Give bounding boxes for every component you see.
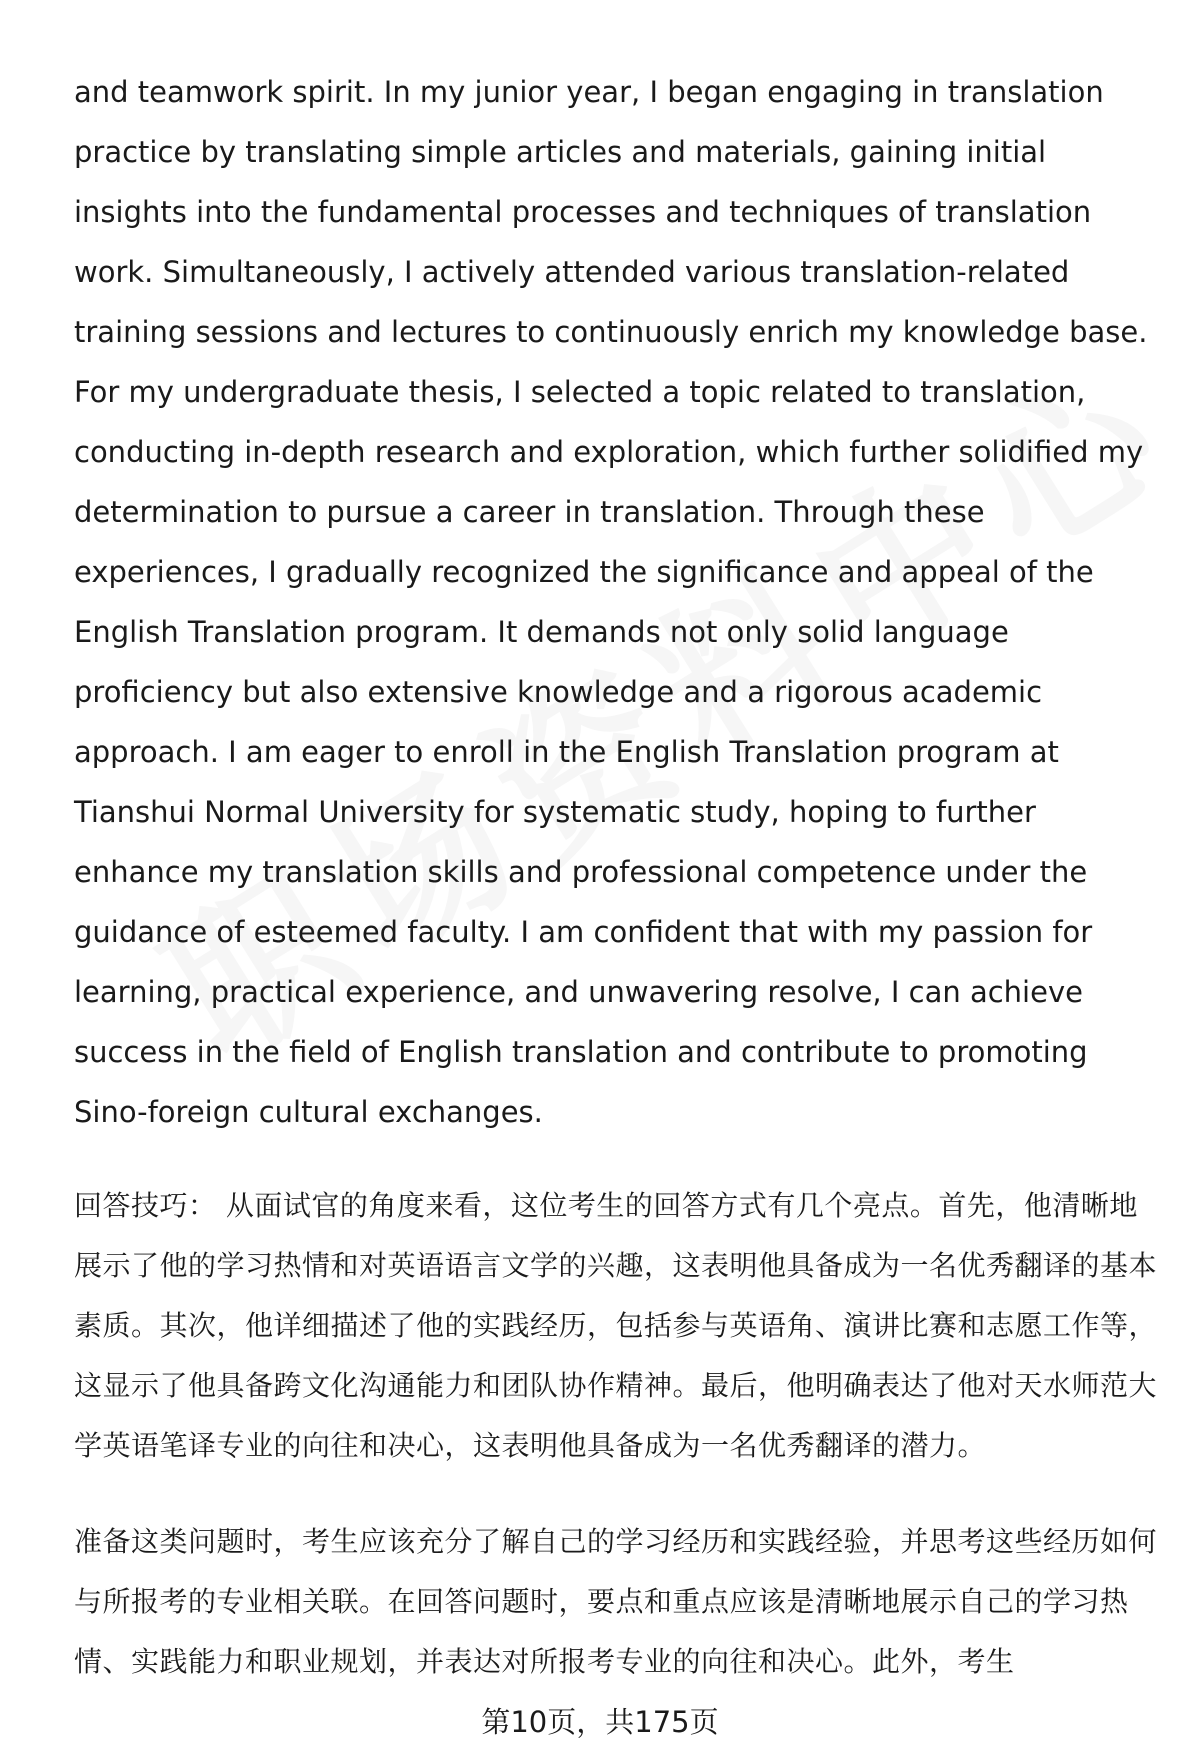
tips-paragraph: 回答技巧： 从面试官的角度来看，这位考生的回答方式有几个亮点。首先，他清晰地展示了他的学习热情和对英语语言文学的兴趣，这表明他具备成为一名优秀翻译的基本素质。其次，他详细描述了他的实践经历，包括参与英语角、演讲比赛和志愿工作等，这显示了他具备跨文化沟通能力和团队协作精神。最后，他明确表达了他对天水师范大学英语笔译专业的向往和决心，这表明他具备成为一名优秀翻译的潜力。 bbox=[74, 1189, 1158, 1462]
english-paragraph: and teamwork spirit. In my junior year, I began engaging in translation practice by translating simple articles and materials, gaining initial insights into the fundamental processes and techniques of translation work. Simultaneously, I actively attended various translation-related training sessions and lectures to continuously enrich my knowledge base. For my undergraduate thesis, I selected a topic related to translation, conducting in-depth research and exploration, which further solidified my determination to pursue a career in translation. Through these experiences, I gradually recognized the significance and appeal of the English Translation program. It demands not only solid language proficiency but also extensive knowledge and a rigorous academic approach. I am eager to enroll in the English Translation program at Tianshui Normal University for systematic study, hoping to further enhance my translation skills and professional competence under the guidance of esteemed faculty. I am confident that with my passion for learning, practical experience, and unwavering resolve, I can achieve success in the field of English translation and contribute to promoting Sino-foreign cultural exchanges. bbox=[74, 75, 1148, 1129]
paragraph-spacer bbox=[74, 1142, 1164, 1176]
preparation-paragraph: 准备这类问题时，考生应该充分了解自己的学习经历和实践经验，并思考这些经历如何与所报考的专业相关联。在回答问题时，要点和重点应该是清晰地展示自己的学习热情、实践能力和职业规划，并表达对所报考专业的向往和决心。此外，考生 bbox=[74, 1525, 1158, 1678]
document-body bbox=[74, 62, 1164, 1692]
paragraph-spacer bbox=[74, 1476, 1164, 1512]
page-number: 第10页，共175页 bbox=[481, 1705, 719, 1739]
